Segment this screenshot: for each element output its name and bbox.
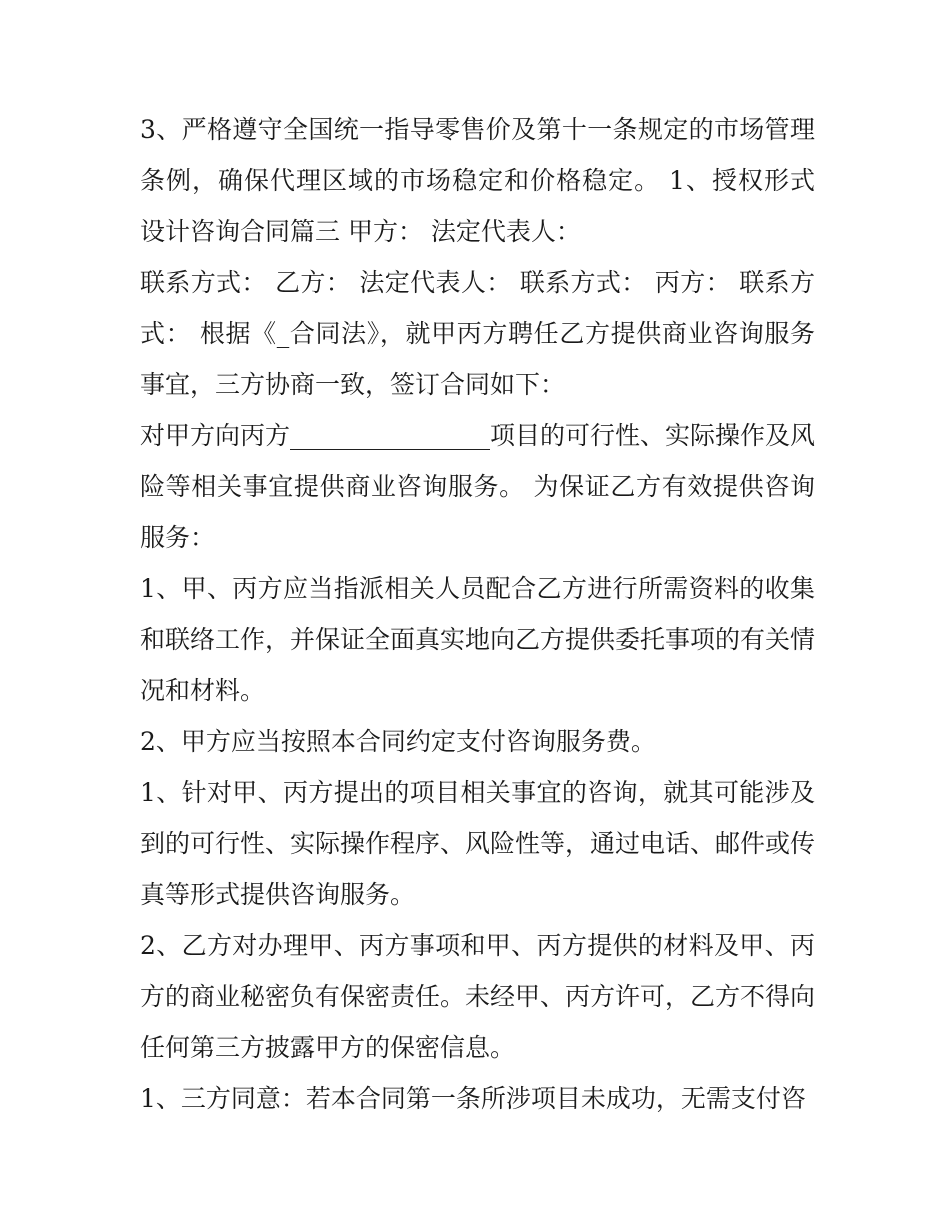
paragraph-5: 2、甲方应当按照本合同约定支付咨询服务费。 <box>140 727 656 756</box>
paragraph-6: 1、针对甲、丙方提出的项目相关事宜的咨询，就其可能涉及到的可行性、实际操作程序、风险性等，通过电话、邮件或传真等形式提供咨询服务。 <box>140 778 816 909</box>
paragraph-4: 1、甲、丙方应当指派相关人员配合乙方进行所需资料的收集和联络工作，并保证全面真实地向乙方提供委托事项的有关情况和材料。 <box>140 574 816 705</box>
paragraph-3: 对甲方向丙方________________项目的可行性、实际操作及风险等相关事宜提供商业咨询服务。 为保证乙方有效提供咨询服务： <box>140 421 816 552</box>
paragraph-7: 2、乙方对办理甲、丙方事项和甲、丙方提供的材料及甲、丙方的商业秘密负有保密责任。未经甲、丙方许可，乙方不得向任何第三方披露甲方的保密信息。 <box>140 931 816 1062</box>
document-body <box>140 104 823 1124</box>
paragraph-2: 联系方式： 乙方： 法定代表人： 联系方式： 丙方： 联系方式： 根据《_合同法》，就甲丙方聘任乙方提供商业咨询服务事宜，三方协商一致，签订合同如下： <box>140 268 815 399</box>
paragraph-1: 3、严格遵守全国统一指导零售价及第十一条规定的市场管理条例，确保代理区域的市场稳定和价格稳定。 1、授权形式 设计咨询合同篇三 甲方： 法定代表人： <box>140 115 823 246</box>
paragraph-8: 1、三方同意：若本合同第一条所涉项目未成功，无需支付咨 <box>140 1084 806 1113</box>
